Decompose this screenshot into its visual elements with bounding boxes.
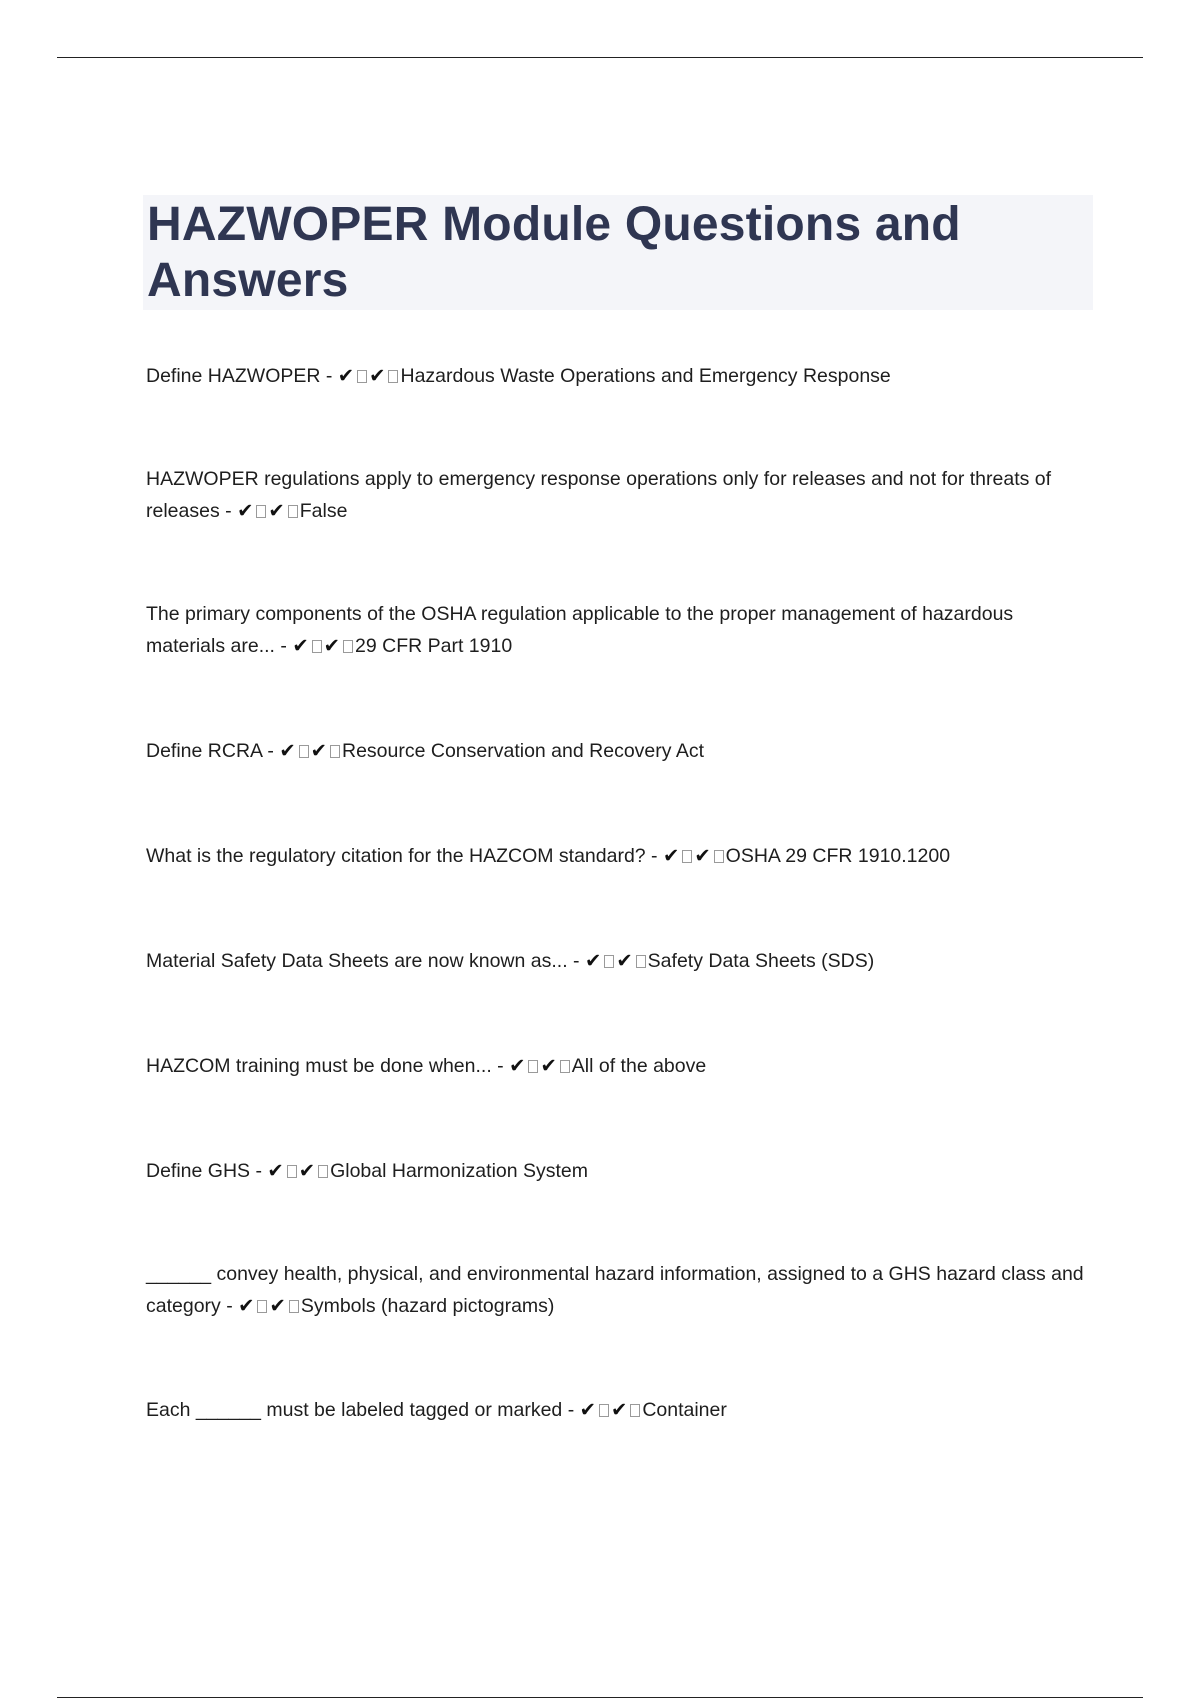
separator: - xyxy=(567,950,585,972)
page-title: HAZWOPER Module Questions and Answers xyxy=(147,198,961,307)
answer-text: All of the above xyxy=(571,1055,707,1077)
check-icon: ✔ xyxy=(298,1160,316,1182)
separator: - xyxy=(491,1055,510,1077)
box-icon xyxy=(256,505,266,518)
separator: - xyxy=(562,1399,580,1421)
checkmarks xyxy=(509,1055,572,1077)
check-icon: ✔ xyxy=(662,845,680,867)
check-icon: ✔ xyxy=(310,740,327,762)
checkmarks xyxy=(237,500,300,522)
separator: - xyxy=(261,740,280,762)
answer-text: OSHA 29 CFR 1910.1200 xyxy=(725,845,951,867)
answer-text: 29 CFR Part 1910 xyxy=(355,635,513,657)
check-icon: ✔ xyxy=(237,500,254,522)
check-icon: ✔ xyxy=(369,365,386,387)
qa-item xyxy=(146,598,1096,662)
box-icon xyxy=(299,745,309,758)
question-text: Define HAZWOPER xyxy=(146,365,321,387)
qa-item xyxy=(146,840,1096,872)
qa-item xyxy=(146,1394,1096,1426)
box-icon xyxy=(682,850,692,863)
box-icon xyxy=(630,1404,640,1417)
answer-text: Resource Conservation and Recovery Act xyxy=(342,740,705,762)
check-icon: ✔ xyxy=(610,1399,628,1421)
separator: - xyxy=(274,635,293,657)
check-icon: ✔ xyxy=(267,1160,284,1182)
answer-text: Global Harmonization System xyxy=(330,1160,589,1182)
qa-item xyxy=(146,360,1096,392)
box-icon xyxy=(257,1300,267,1313)
question-text: What is the regulatory citation for the HAZCOM standard? xyxy=(146,845,646,867)
box-icon xyxy=(560,1060,570,1073)
separator: - xyxy=(320,365,338,387)
check-icon: ✔ xyxy=(323,635,340,657)
check-icon: ✔ xyxy=(616,950,633,972)
check-icon: ✔ xyxy=(268,500,285,522)
box-icon xyxy=(330,745,340,758)
checkmarks xyxy=(663,845,726,867)
box-icon xyxy=(289,1300,299,1313)
check-icon: ✔ xyxy=(279,740,296,762)
top-rule xyxy=(57,57,1143,58)
check-icon: ✔ xyxy=(509,1055,526,1077)
box-icon xyxy=(636,955,646,968)
answer-text: Hazardous Waste Operations and Emergency Response xyxy=(400,365,891,387)
check-icon: ✔ xyxy=(292,635,309,657)
box-icon xyxy=(388,370,398,383)
box-icon xyxy=(287,1165,297,1178)
check-icon: ✔ xyxy=(579,1399,596,1421)
bottom-rule xyxy=(57,1697,1143,1698)
title-block xyxy=(143,195,1093,310)
checkmarks xyxy=(585,950,648,972)
separator: - xyxy=(219,500,238,522)
qa-item xyxy=(146,1050,1096,1082)
question-text: HAZCOM training must be done when... xyxy=(146,1055,492,1077)
check-icon: ✔ xyxy=(337,365,355,387)
question-text: Define RCRA xyxy=(146,740,262,762)
checkmarks xyxy=(292,635,355,657)
checkmarks xyxy=(238,1295,301,1317)
answer-text: Safety Data Sheets (SDS) xyxy=(647,950,875,972)
separator: - xyxy=(250,1160,268,1182)
box-icon xyxy=(312,640,322,653)
box-icon xyxy=(528,1060,538,1073)
answer-text: Symbols (hazard pictograms) xyxy=(300,1295,555,1317)
box-icon xyxy=(318,1165,328,1178)
check-icon: ✔ xyxy=(694,845,711,867)
check-icon: ✔ xyxy=(269,1295,286,1317)
box-icon xyxy=(604,955,614,968)
box-icon xyxy=(714,850,724,863)
box-icon xyxy=(343,640,353,653)
question-text: The primary components of the OSHA regulation applicable to the proper management of hazardous materials are... xyxy=(146,603,1014,657)
separator: - xyxy=(220,1295,239,1317)
qa-item xyxy=(146,1155,1096,1187)
checkmarks xyxy=(580,1399,643,1421)
question-text: ______ convey health, physical, and environmental hazard information, assigned to a GHS hazard class and category xyxy=(146,1263,1084,1317)
answer-text: False xyxy=(299,500,348,522)
box-icon xyxy=(599,1404,609,1417)
qa-item xyxy=(146,463,1096,527)
box-icon xyxy=(357,370,367,383)
separator: - xyxy=(645,845,663,867)
qa-item xyxy=(146,945,1096,977)
check-icon: ✔ xyxy=(238,1295,255,1317)
box-icon xyxy=(288,505,298,518)
check-icon: ✔ xyxy=(584,950,602,972)
qa-item xyxy=(146,1258,1096,1322)
checkmarks xyxy=(338,365,401,387)
check-icon: ✔ xyxy=(540,1055,557,1077)
checkmarks xyxy=(279,740,342,762)
checkmarks xyxy=(267,1160,330,1182)
question-text: Material Safety Data Sheets are now known as... xyxy=(146,950,568,972)
question-text: Each ______ must be labeled tagged or marked xyxy=(146,1399,563,1421)
question-text: Define GHS xyxy=(146,1160,251,1182)
qa-item xyxy=(146,735,1096,767)
question-text: HAZWOPER regulations apply to emergency response operations only for releases and not for threats of releases xyxy=(146,468,1052,522)
answer-text: Container xyxy=(642,1399,727,1421)
